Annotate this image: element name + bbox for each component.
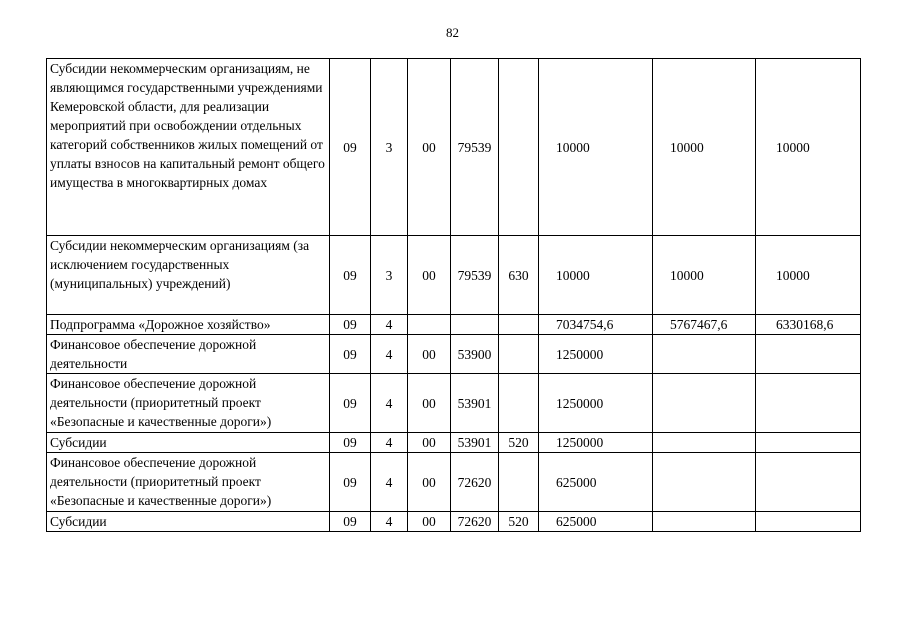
amount-year-1: 625000 (539, 453, 653, 512)
row-name: Финансовое обеспечение дорожной деятельности (приоритетный проект «Безопасные и качественные дороги») (47, 374, 330, 433)
amount-year-2 (653, 374, 756, 433)
expense-type-code (499, 59, 539, 236)
subprogram-code: 00 (408, 335, 451, 374)
program-code: 3 (371, 236, 408, 315)
program-code: 4 (371, 335, 408, 374)
section-code: 09 (330, 374, 371, 433)
amount-year-1: 1250000 (539, 433, 653, 453)
row-name: Субсидии (47, 512, 330, 532)
subprogram-code: 00 (408, 453, 451, 512)
section-code: 09 (330, 453, 371, 512)
program-code: 4 (371, 512, 408, 532)
amount-year-2: 10000 (653, 236, 756, 315)
section-code: 09 (330, 315, 371, 335)
row-name: Субсидии некоммерческим организациям, не являющимся государственными учреждениями Кемеровской области, для реализации мероприятий при освобождении отдельных категорий собственников жилых помещений от уплаты взносов на капитальный ремонт общего имущества в многоквартирных домах (47, 59, 330, 236)
direction-code: 53900 (451, 335, 499, 374)
row-name: Финансовое обеспечение дорожной деятельности (47, 335, 330, 374)
program-code: 3 (371, 59, 408, 236)
direction-code (451, 315, 499, 335)
subprogram-code: 00 (408, 236, 451, 315)
direction-code: 79539 (451, 59, 499, 236)
subprogram-code: 00 (408, 512, 451, 532)
section-code: 09 (330, 59, 371, 236)
amount-year-3 (756, 453, 861, 512)
section-code: 09 (330, 433, 371, 453)
amount-year-3: 10000 (756, 59, 861, 236)
expense-type-code: 630 (499, 236, 539, 315)
subprogram-code (408, 315, 451, 335)
table-row (47, 335, 861, 374)
subprogram-code: 00 (408, 433, 451, 453)
expense-type-code: 520 (499, 433, 539, 453)
amount-year-2 (653, 453, 756, 512)
section-code: 09 (330, 512, 371, 532)
table-row (47, 315, 861, 335)
amount-year-2 (653, 512, 756, 532)
table-row (47, 453, 861, 512)
direction-code: 72620 (451, 512, 499, 532)
expense-type-code: 520 (499, 512, 539, 532)
subprogram-code: 00 (408, 374, 451, 433)
program-code: 4 (371, 453, 408, 512)
program-code: 4 (371, 315, 408, 335)
expense-type-code (499, 374, 539, 433)
row-name: Финансовое обеспечение дорожной деятельности (приоритетный проект «Безопасные и качественные дороги») (47, 453, 330, 512)
expense-type-code (499, 335, 539, 374)
amount-year-1: 1250000 (539, 335, 653, 374)
row-name: Субсидии (47, 433, 330, 453)
direction-code: 79539 (451, 236, 499, 315)
table-row (47, 59, 861, 236)
amount-year-2: 5767467,6 (653, 315, 756, 335)
program-code: 4 (371, 374, 408, 433)
amount-year-3 (756, 374, 861, 433)
amount-year-3 (756, 335, 861, 374)
amount-year-1: 10000 (539, 59, 653, 236)
direction-code: 72620 (451, 453, 499, 512)
page-number: 82 (446, 25, 459, 40)
amount-year-2 (653, 335, 756, 374)
amount-year-3 (756, 433, 861, 453)
program-code: 4 (371, 433, 408, 453)
expense-type-code (499, 315, 539, 335)
expense-type-code (499, 453, 539, 512)
amount-year-1: 10000 (539, 236, 653, 315)
amount-year-1: 625000 (539, 512, 653, 532)
subprogram-code: 00 (408, 59, 451, 236)
table-row (47, 433, 861, 453)
amount-year-1: 7034754,6 (539, 315, 653, 335)
amount-year-3 (756, 512, 861, 532)
amount-year-1: 1250000 (539, 374, 653, 433)
budget-table (46, 58, 861, 532)
row-name: Подпрограмма «Дорожное хозяйство» (47, 315, 330, 335)
row-name: Субсидии некоммерческим организациям (за исключением государственных (муниципальных) учреждений) (47, 236, 330, 315)
direction-code: 53901 (451, 374, 499, 433)
section-code: 09 (330, 335, 371, 374)
table-row (47, 512, 861, 532)
amount-year-3: 10000 (756, 236, 861, 315)
table-row (47, 374, 861, 433)
amount-year-3: 6330168,6 (756, 315, 861, 335)
amount-year-2: 10000 (653, 59, 756, 236)
section-code: 09 (330, 236, 371, 315)
direction-code: 53901 (451, 433, 499, 453)
table-row (47, 236, 861, 315)
amount-year-2 (653, 433, 756, 453)
